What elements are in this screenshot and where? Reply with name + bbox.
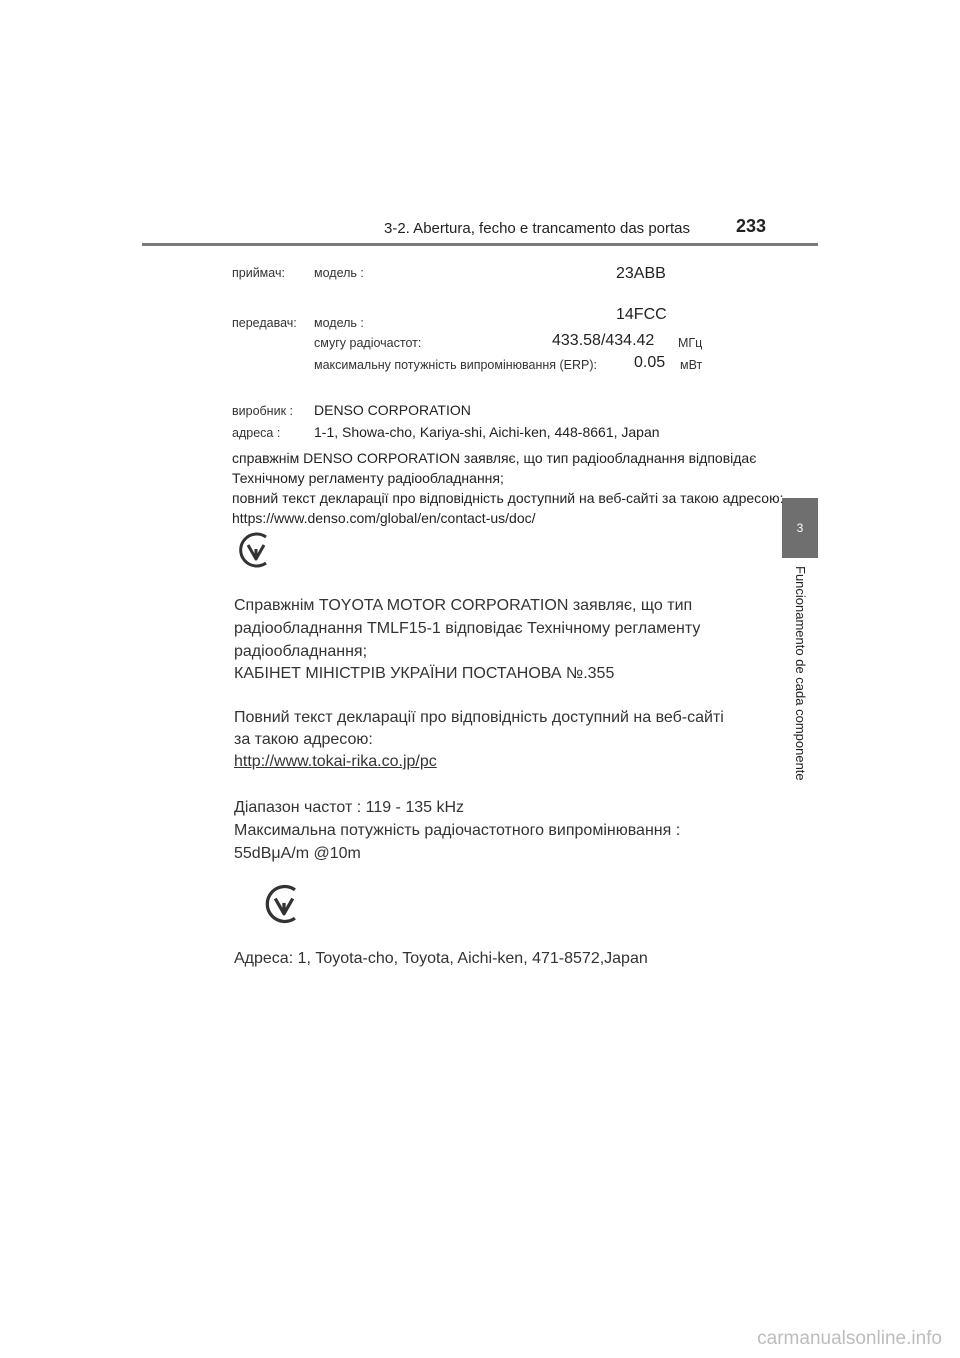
chapter-tab [782, 498, 818, 558]
spec-line: Максимальна потужність радіочастотного випромінювання : [234, 822, 681, 839]
manufacturer-label: виробник : [232, 404, 293, 418]
denso-declaration-line: справжнім DENSO CORPORATION заявляє, що тип радіообладнання відповідає [232, 450, 757, 466]
spec-line: Діапазон частот : 119 - 135 kHz [234, 799, 465, 816]
toyota-declaration-line: Справжнім TOYOTA MOTOR CORPORATION заявляє, що тип [234, 597, 693, 614]
section-title: 3-2. Abertura, fecho e trancamento das portas [384, 220, 691, 237]
power-value: 0.05 [634, 354, 666, 371]
toyota-declaration-line: радіообладнання; [234, 643, 368, 660]
address-label: адреса : [232, 426, 281, 440]
denso-doc-url[interactable]: https://www.denso.com/global/en/contact-us/doc/ [232, 510, 536, 526]
frequency-label: смугу радіочастот: [314, 336, 422, 350]
power-unit: мВт [680, 358, 703, 372]
transmitter-label: передавач: [232, 316, 297, 330]
ukrainian-conformity-mark-icon [234, 528, 278, 572]
toyota-declaration-line: КАБІНЕТ МІНІСТРІВ УКРАЇНИ ПОСТАНОВА №.355 [234, 665, 615, 682]
transmitter-model-value: 14FCC [616, 306, 667, 323]
frequency-unit: МГц [678, 336, 703, 350]
toyota-declaration-line: радіообладнання TMLF15-1 відповідає Технічному регламенту [234, 620, 701, 637]
toyota-address: Адреса: 1, Toyota-cho, Toyota, Aichi-ken, 471-8572,Japan [234, 950, 648, 967]
tokai-rika-link[interactable]: http://www.tokai-rika.co.jp/pc [234, 753, 437, 770]
receiver-model-label: модель : [314, 266, 364, 280]
transmitter-model-label: модель : [314, 316, 364, 330]
watermark: carmanualsonline.info [757, 1328, 942, 1349]
chapter-title-text: Funcionamento de cada componente [793, 566, 808, 781]
denso-declaration-line: повний текст декларації про відповідність доступний на веб-сайті за такою адресою: [232, 490, 784, 506]
frequency-value: 433.58/434.42 [552, 332, 655, 349]
chapter-title [780, 566, 820, 806]
fulltext-line: Повний текст декларації про відповідність доступний на веб-сайті [234, 709, 724, 726]
spec-line: 55dBμA/m @10m [234, 845, 361, 862]
receiver-label: приймач: [232, 266, 285, 280]
page-number: 233 [736, 216, 767, 236]
fulltext-line: за такою адресою: [234, 731, 373, 748]
chapter-number: 3 [796, 521, 804, 535]
address-value: 1-1, Showa-cho, Kariya-shi, Aichi-ken, 448-8661, Japan [314, 424, 660, 440]
ukrainian-conformity-mark-icon [260, 880, 308, 928]
header-rule [142, 243, 818, 246]
receiver-model-value: 23ABB [616, 265, 666, 282]
denso-declaration-line: Технічному регламенту радіообладнання; [232, 470, 504, 486]
power-label: максимальну потужність випромінювання (ERP): [314, 358, 598, 372]
manufacturer-value: DENSO CORPORATION [314, 402, 471, 418]
